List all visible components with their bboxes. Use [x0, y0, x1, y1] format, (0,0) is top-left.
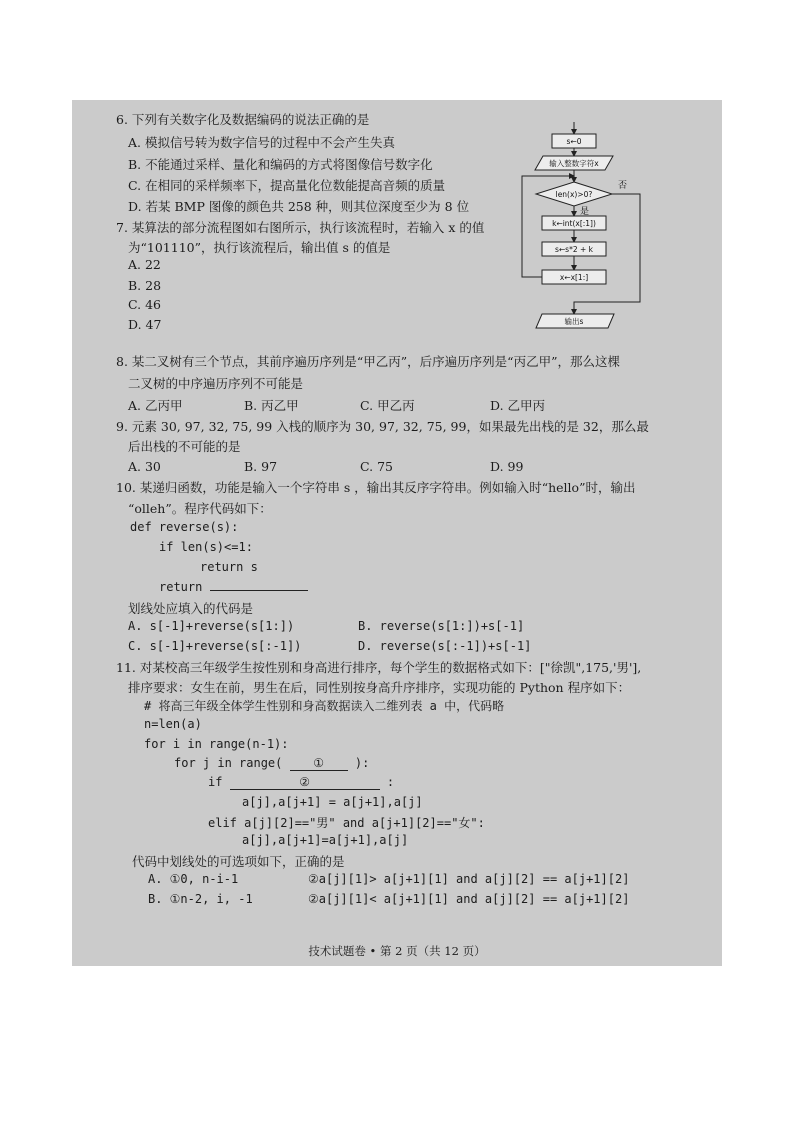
q7-option-c: C. 46	[128, 297, 161, 312]
q8-option-a: A. 乙丙甲	[128, 398, 183, 413]
flow-no-label: 否	[618, 181, 628, 191]
q10-return-keyword: return	[159, 580, 203, 594]
flow-step1: k←int(x[:1])	[552, 219, 596, 228]
q11-code-if	[208, 775, 394, 790]
q11-for-j-prefix: for j in range(	[174, 756, 283, 770]
q6-stem: 6. 下列有关数字化及数据编码的说法正确的是	[116, 112, 370, 127]
q9-option-a: A. 30	[128, 459, 161, 474]
q11-blank-2: ②	[230, 775, 380, 790]
q7-option-a: A. 22	[128, 257, 161, 272]
flow-condition: len(x)>0?	[555, 190, 593, 199]
exam-page	[72, 100, 722, 966]
q9-option-d: D. 99	[490, 459, 524, 474]
flow-output: 输出s	[564, 317, 584, 326]
q8-option-d: D. 乙甲丙	[490, 398, 546, 413]
q11-stem-line2: 排序要求：女生在前，男生在后，同性别按身高升序排序，实现功能的 Python 程序如下：	[128, 680, 631, 695]
q6-option-c: C. 在相同的采样频率下，提高量化位数能提高音频的质量	[128, 178, 446, 193]
q11-prompt: 代码中划线处的可选项如下，正确的是	[132, 854, 345, 869]
q9-option-c: C. 75	[360, 459, 393, 474]
q9-option-b: B. 97	[244, 459, 278, 474]
q11-code-swap-2: a[j],a[j+1]=a[j+1],a[j]	[242, 833, 409, 847]
q11-blank-1: ①	[290, 756, 348, 771]
flow-step3: x←x[1:]	[559, 273, 589, 282]
q10-prompt: 划线处应填入的代码是	[128, 601, 254, 616]
q11-stem-line1: 11. 对某校高三年级学生按性别和身高进行排序，每个学生的数据格式如下：["徐凯",175,'男'],	[116, 660, 642, 675]
q11-if-keyword: if	[208, 775, 223, 789]
q7-option-d: D. 47	[128, 317, 162, 332]
q11-option-b-left: B. ①n-2, i, -1	[148, 892, 253, 906]
q10-code-return-blank	[159, 580, 308, 594]
q10-code-def: def reverse(s):	[130, 520, 239, 534]
q9-stem-line2: 后出栈的不可能的是	[128, 439, 241, 454]
q7-stem-line2: 为“101110”，执行该流程后，输出值 s 的值是	[128, 240, 391, 255]
q10-answer-blank	[210, 590, 308, 591]
q10-option-a: A. s[-1]+reverse(s[1:])	[128, 619, 295, 633]
q8-stem-line1: 8. 某二叉树有三个节点，其前序遍历序列是“甲乙丙”，后序遍历序列是“丙乙甲”，那么这棵	[116, 354, 620, 369]
q7-option-b: B. 28	[128, 278, 162, 293]
q10-code-return-s: return s	[200, 560, 258, 574]
flowchart	[514, 120, 644, 340]
q11-code-for-i: for i in range(n-1):	[144, 737, 289, 751]
q10-option-d: D. reverse(s[:-1])+s[-1]	[358, 639, 532, 653]
page-footer: 技术试题卷 • 第 2 页（共 12 页）	[308, 944, 486, 958]
q11-option-a-left: A. ①0, n-i-1	[148, 872, 239, 886]
q8-option-b: B. 丙乙甲	[244, 398, 299, 413]
q7-stem-line1: 7. 某算法的部分流程图如右图所示，执行该流程时，若输入 x 的值	[116, 220, 485, 235]
q11-code-n: n=len(a)	[144, 717, 202, 731]
q11-if-colon: :	[386, 775, 395, 789]
q10-code-if: if len(s)<=1:	[159, 540, 253, 554]
q10-stem-line2: “olleh”。程序代码如下：	[128, 501, 272, 516]
q9-stem-line1: 9. 元素 30, 97, 32, 75, 99 入栈的顺序为 30, 97, 32, 75, 99，如果最先出栈的是 32，那么最	[116, 419, 649, 434]
q11-code-elif: elif a[j][2]=="男" and a[j+1][2]=="女":	[208, 816, 485, 830]
q8-stem-line2: 二叉树的中序遍历序列不可能是	[128, 376, 304, 391]
flow-init: s←0	[566, 137, 582, 146]
q11-code-for-j	[174, 756, 369, 771]
q8-option-c: C. 甲乙丙	[360, 398, 415, 413]
flow-yes-label: 是	[580, 207, 590, 217]
flow-step2: s←s*2 + k	[554, 245, 594, 254]
q11-option-b-right: ②a[j][1]< a[j+1][1] and a[j][2] == a[j+1][2]	[308, 892, 630, 906]
q6-option-a: A. 模拟信号转为数字信号的过程中不会产生失真	[128, 135, 395, 150]
flow-input: 输入整数字符x	[549, 159, 599, 168]
q10-option-c: C. s[-1]+reverse(s[:-1])	[128, 639, 302, 653]
q10-option-b: B. reverse(s[1:])+s[-1]	[358, 619, 525, 633]
q6-option-d: D. 若某 BMP 图像的颜色共 258 种，则其位深度至少为 8 位	[128, 199, 470, 214]
q10-stem-line1: 10. 某递归函数，功能是输入一个字符串 s ，输出其反序字符串。例如输入时“hello”时，输出	[116, 480, 636, 495]
q6-option-b: B. 不能通过采样、量化和编码的方式将图像信号数字化	[128, 157, 433, 172]
q11-code-swap-1: a[j],a[j+1] = a[j+1],a[j]	[242, 795, 423, 809]
q11-option-a-right: ②a[j][1]> a[j+1][1] and a[j][2] == a[j+1][2]	[308, 872, 630, 886]
q11-for-j-suffix: ):	[354, 756, 370, 770]
q11-code-comment: # 将高三年级全体学生性别和身高数据读入二维列表 a 中，代码略	[144, 699, 505, 713]
